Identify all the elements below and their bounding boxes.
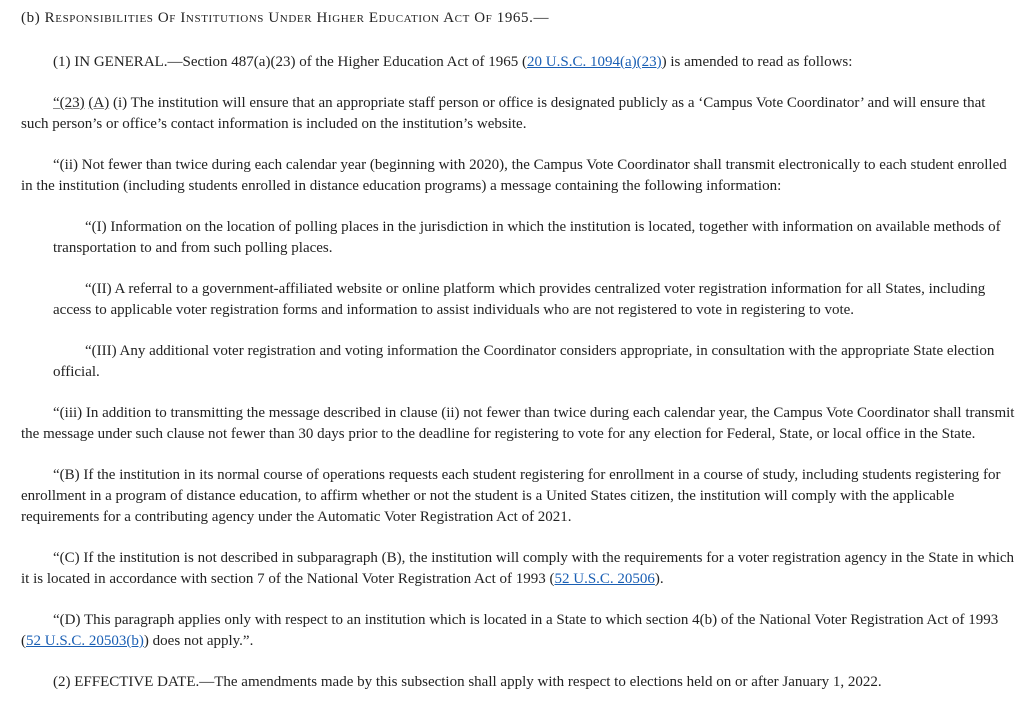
sub-c-text-before: “(C) If the institution is not described in subparagraph (B), the institution will comply with the requirements for a voter registration agency in the State in which it is located in accordance with section 7 of the National Voter Registration Act of 1993 ( [21,550,1015,587]
clause-ii: “(ii) Not fewer than twice during each calendar year (beginning with 2020), the Campus Vote Coordinator shall transmit electronically to each student enrolled in the institution (including students enrolled in distance education programs) a message containing the following information: [21,157,1007,194]
subclause-III: “(III) Any additional voter registration and voting information the Coordinator considers appropriate, in consultation with the appropriate State election official. [53,343,995,380]
sub-d-text-after: ) does not apply.”. [143,633,254,649]
clause-23-a-i [21,93,1015,135]
para1-text-before: (1) IN GENERAL.—Section 487(a)(23) of the Higher Education Act of 1965 ( [53,54,528,70]
clause-23-lead: “(23) [53,95,85,111]
subparagraph-a-label: (A) [88,95,110,111]
subclause-I: “(I) Information on the location of polling places in the jurisdiction in which the institution is located, together with information on available methods of transportation to and from such polling places. [53,219,1001,256]
sub-c-text-after: ). [654,571,664,587]
subparagraph-b: “(B) If the institution in its normal course of operations requests each student registering for enrollment in a course of study, including students registering for enrollment in a program of distance education, to affirm whether or not the student is a United States citizen, the institution will comply with the applicable requirements for a contributing agency under the Automatic Voter Registration Act of 2021. [21,467,1001,525]
paragraph-1-in-general [21,52,1015,73]
subparagraph-d [21,610,1015,652]
section-heading [21,8,1015,29]
citation-link-52-usc-20503b[interactable]: 52 U.S.C. 20503(b) [26,633,144,649]
paragraph-2-effective-date: (2) EFFECTIVE DATE.—The amendments made by this subsection shall apply with respect to elections held on or after January 1, 2022. [53,674,882,690]
clause-23-text: (i) The institution will ensure that an appropriate staff person or office is designated publicly as a ‘Campus Vote Coordinator’ and will ensure that such person’s or office’s contact information is included on the institution’s website. [21,95,986,132]
citation-link-20-usc-1094[interactable]: 20 U.S.C. 1094(a)(23) [527,54,662,70]
para1-text-after: ) is amended to read as follows: [661,54,853,70]
citation-link-52-usc-20506[interactable]: 52 U.S.C. 20506 [554,571,655,587]
clause-iii: “(iii) In addition to transmitting the message described in clause (ii) not fewer than twice during each calendar year, the Campus Vote Coordinator shall transmit the message under such clause not fewer than 30 days prior to the deadline for registering to vote for any election for Federal, State, or local office in the State. [21,405,1015,442]
section-prefix: (b) [21,10,41,26]
sub-d-text-before: “(D) This paragraph applies only with respect to an institution which is located in a State to which section 4(b) of the National Voter Registration Act of 1993 ( [21,612,999,649]
subparagraph-c [21,548,1015,590]
subclause-II: “(II) A referral to a government-affiliated website or online platform which provides centralized voter registration information for all States, including access to applicable voter registration forms and information to assist individuals who are not registered to vote in registering to vote. [53,281,986,318]
section-title: Responsibilities Of Institutions Under Higher Education Act Of 1965.— [44,10,550,26]
